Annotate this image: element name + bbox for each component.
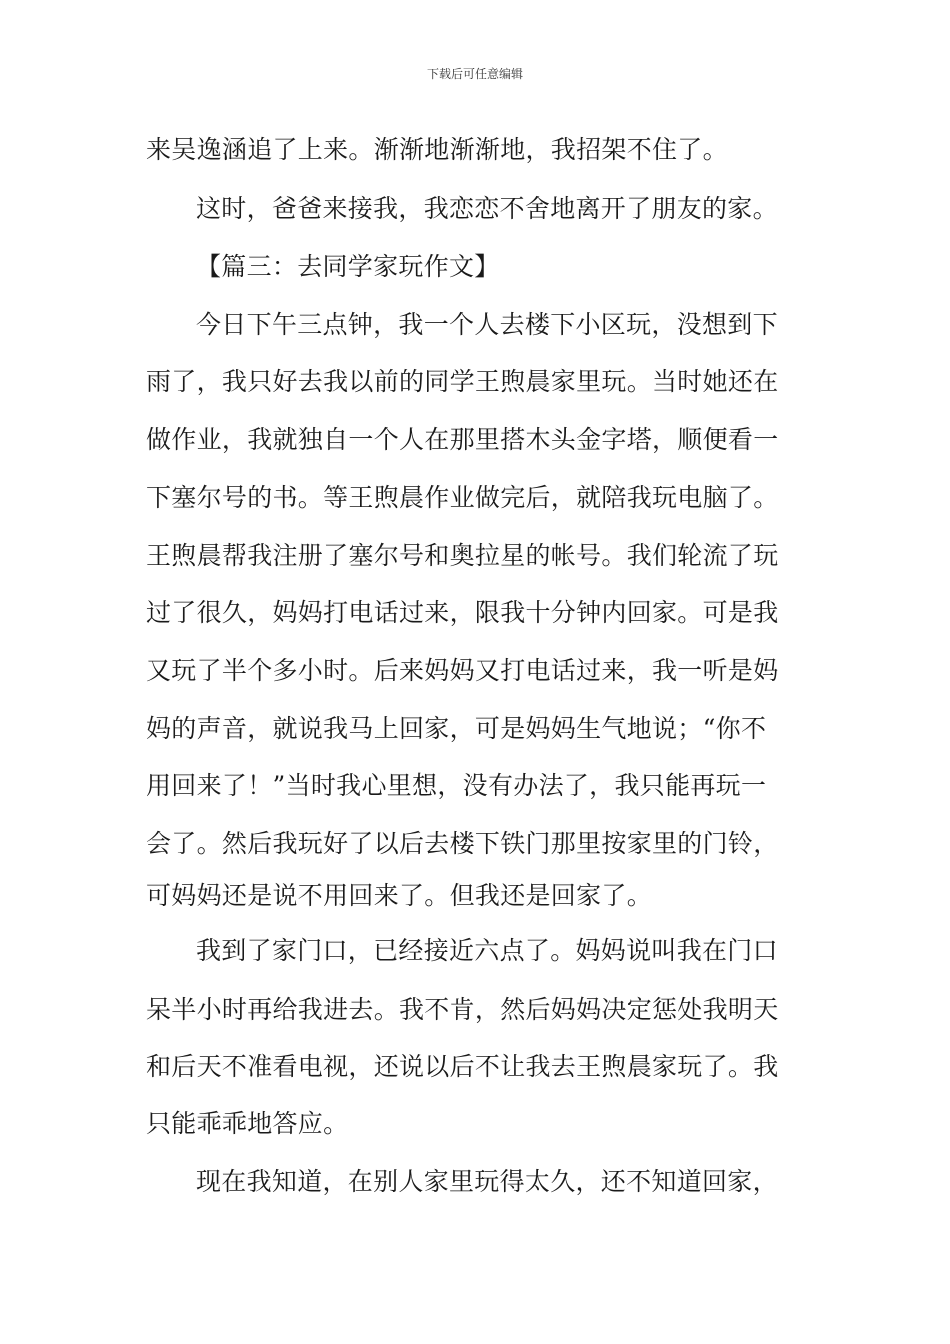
- text-line: 只能乖乖地答应。: [146, 1109, 349, 1138]
- text-line: 和后天不准看电视，还说以后不让我去王煦晨家玩了。我: [146, 1052, 779, 1081]
- text-line: 又玩了半个多小时。后来妈妈又打电话过来，我一听是妈: [146, 656, 779, 685]
- section-heading: 【篇三：去同学家玩作文】: [196, 252, 500, 281]
- text-line: 现在我知道，在别人家里玩得太久，还不知道回家，: [196, 1167, 778, 1196]
- text-line: 来吴逸涵追了上来。渐渐地渐渐地，我招架不住了。: [146, 135, 728, 164]
- text-line: 今日下午三点钟，我一个人去楼下小区玩，没想到下: [196, 310, 778, 339]
- text-line: 下塞尔号的书。等王煦晨作业做完后，就陪我玩电脑了。: [146, 483, 779, 512]
- page-header: 下载后可任意编辑: [426, 67, 523, 81]
- text-line: 这时，爸爸来接我，我恋恋不舍地离开了朋友的家。: [196, 194, 778, 223]
- text-line: 过了很久，妈妈打电话过来，限我十分钟内回家。可是我: [146, 598, 779, 627]
- text-line: 用回来了！”当时我心里想，没有办法了，我只能再玩一: [146, 771, 767, 800]
- text-line: 妈的声音，就说我马上回家，可是妈妈生气地说；“你不: [146, 714, 767, 743]
- text-line: 呆半小时再给我进去。我不肯，然后妈妈决定惩处我明天: [146, 995, 779, 1024]
- text-line: 可妈妈还是说不用回来了。但我还是回家了。: [146, 881, 653, 910]
- text-line: 做作业，我就独自一个人在那里搭木头金字塔，顺便看一: [146, 425, 779, 454]
- text-line: 会了。然后我玩好了以后去楼下铁门那里按家里的门铃，: [146, 829, 779, 858]
- text-line: 王煦晨帮我注册了塞尔号和奥拉星的帐号。我们轮流了玩: [146, 541, 779, 570]
- text-line: 我到了家门口，已经接近六点了。妈妈说叫我在门口: [196, 936, 778, 965]
- text-line: 雨了，我只好去我以前的同学王煦晨家里玩。当时她还在: [146, 367, 779, 396]
